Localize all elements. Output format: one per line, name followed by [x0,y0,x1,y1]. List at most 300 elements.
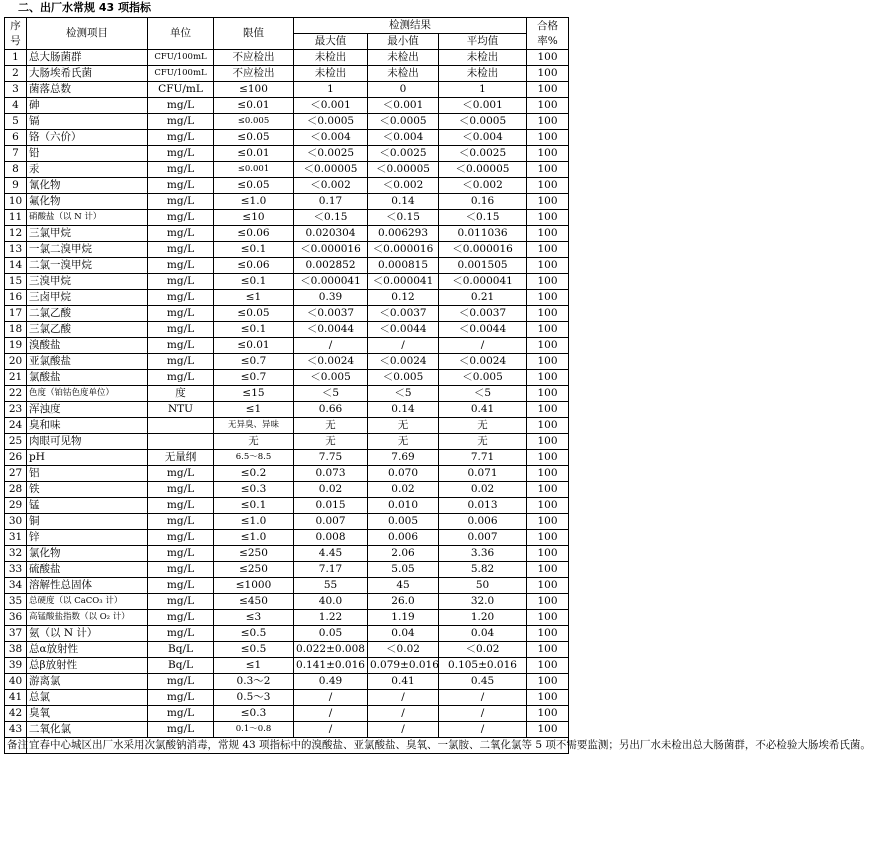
min-value: / [368,690,439,706]
item-name: 总大肠菌群 [27,50,148,66]
max-value: ＜0.001 [294,98,368,114]
item-name: 臭氧 [27,706,148,722]
table-row [5,226,569,242]
limit: 6.5～8.5 [214,450,294,466]
item-name: 总β放射性 [27,658,148,674]
pass-rate: 100 [527,482,569,498]
table-row [5,178,569,194]
min-value: 5.05 [368,562,439,578]
table-row [5,322,569,338]
min-value: 2.06 [368,546,439,562]
avg-value: 0.04 [439,626,527,642]
limit: ≤1.0 [214,514,294,530]
unit: mg/L [148,530,214,546]
min-value: 7.69 [368,450,439,466]
max-value: ＜0.0024 [294,354,368,370]
min-value: ＜0.000016 [368,242,439,258]
avg-value: 未检出 [439,66,527,82]
pass-rate: 100 [527,386,569,402]
unit [148,418,214,434]
pass-rate: 100 [527,210,569,226]
item-name: 锌 [27,530,148,546]
table-row [5,290,569,306]
table-row [5,114,569,130]
unit: Bq/L [148,642,214,658]
avg-value: 无 [439,418,527,434]
min-value: / [368,338,439,354]
avg-value: 无 [439,434,527,450]
note-text: 宜春中心城区出厂水采用次氯酸钠消毒，常规 43 项指标中的溴酸盐、亚氯酸盐、臭氧、一氯胺、二氧化氯等 5 项不需要监测；另出厂水未检出总大肠菌群，不必检验大肠埃希氏菌。 [27,738,569,754]
table-row [5,162,569,178]
item-name: 溴酸盐 [27,338,148,354]
avg-value: / [439,338,527,354]
unit: mg/L [148,594,214,610]
limit: 0.1～0.8 [214,722,294,738]
item-name: 肉眼可见物 [27,434,148,450]
min-value: 1.19 [368,610,439,626]
item-name: 铝 [27,466,148,482]
pass-rate: 100 [527,578,569,594]
limit: ≤0.5 [214,626,294,642]
pass-rate: 100 [527,562,569,578]
item-name: 总硬度（以 CaCO₃ 计） [27,594,148,610]
unit [148,434,214,450]
max-value: 0.05 [294,626,368,642]
row-number: 14 [5,258,27,274]
min-value: 0.12 [368,290,439,306]
item-name: 溶解性总固体 [27,578,148,594]
table-row [5,578,569,594]
pass-rate: 100 [527,450,569,466]
unit: mg/L [148,610,214,626]
header-unit: 单位 [148,18,214,50]
header-result: 检测结果 [294,18,527,34]
row-number: 36 [5,610,27,626]
unit: mg/L [148,338,214,354]
max-value: 0.002852 [294,258,368,274]
min-value: 0.02 [368,482,439,498]
max-value: ＜0.000041 [294,274,368,290]
avg-value: 0.21 [439,290,527,306]
table-row [5,50,569,66]
avg-value: 0.16 [439,194,527,210]
row-number: 20 [5,354,27,370]
item-name: 硫酸盐 [27,562,148,578]
table-row [5,210,569,226]
limit: ≤1.0 [214,194,294,210]
max-value: 0.141±0.016 [294,658,368,674]
row-number: 5 [5,114,27,130]
unit: mg/L [148,706,214,722]
max-value: 未检出 [294,50,368,66]
unit: mg/L [148,226,214,242]
item-name: 硝酸盐（以 N 计） [27,210,148,226]
unit: mg/L [148,98,214,114]
limit: ≤0.1 [214,274,294,290]
unit: mg/L [148,498,214,514]
pass-rate: 100 [527,642,569,658]
limit: ≤0.06 [214,258,294,274]
unit: mg/L [148,370,214,386]
table-row [5,370,569,386]
avg-value: 3.36 [439,546,527,562]
row-number: 33 [5,562,27,578]
item-name: 氯酸盐 [27,370,148,386]
unit: CFU/100mL [148,50,214,66]
min-value: ＜0.00005 [368,162,439,178]
unit: mg/L [148,242,214,258]
max-value: / [294,722,368,738]
max-value: ＜0.0044 [294,322,368,338]
min-value: ＜0.15 [368,210,439,226]
row-number: 24 [5,418,27,434]
unit: CFU/100mL [148,66,214,82]
pass-rate: 100 [527,178,569,194]
item-name: 铜 [27,514,148,530]
limit: ≤0.05 [214,130,294,146]
row-number: 38 [5,642,27,658]
item-name: 铬（六价） [27,130,148,146]
table-row [5,658,569,674]
min-value: 0.005 [368,514,439,530]
table-row [5,274,569,290]
max-value: 未检出 [294,66,368,82]
row-number: 18 [5,322,27,338]
unit: mg/L [148,274,214,290]
unit: CFU/mL [148,82,214,98]
min-value: 0.14 [368,194,439,210]
min-value: 0.000815 [368,258,439,274]
max-value: ＜0.000016 [294,242,368,258]
pass-rate: 100 [527,674,569,690]
row-number: 17 [5,306,27,322]
pass-rate: 100 [527,690,569,706]
avg-value: ＜0.001 [439,98,527,114]
max-value: 0.073 [294,466,368,482]
item-name: 砷 [27,98,148,114]
item-name: 锰 [27,498,148,514]
pass-rate: 100 [527,514,569,530]
pass-rate: 100 [527,82,569,98]
max-value: 0.007 [294,514,368,530]
pass-rate: 100 [527,162,569,178]
limit: ≤0.7 [214,370,294,386]
table-row [5,690,569,706]
row-number: 35 [5,594,27,610]
item-name: 一氯二溴甲烷 [27,242,148,258]
table-row [5,642,569,658]
table-row [5,402,569,418]
unit: 无量纲 [148,450,214,466]
limit: 不应检出 [214,50,294,66]
limit: ≤0.05 [214,306,294,322]
avg-value: 1.20 [439,610,527,626]
pass-rate: 100 [527,354,569,370]
pass-rate: 100 [527,98,569,114]
pass-rate: 100 [527,130,569,146]
item-name: 汞 [27,162,148,178]
avg-value: 7.71 [439,450,527,466]
item-name: 菌落总数 [27,82,148,98]
table-row [5,594,569,610]
min-value: / [368,722,439,738]
row-number: 28 [5,482,27,498]
min-value: 无 [368,434,439,450]
max-value: 7.17 [294,562,368,578]
header-max: 最大值 [294,34,368,50]
pass-rate: 100 [527,706,569,722]
max-value: / [294,690,368,706]
table-row [5,546,569,562]
item-name: 大肠埃希氏菌 [27,66,148,82]
row-number: 30 [5,514,27,530]
item-name: 氨（以 N 计） [27,626,148,642]
item-name: 二氯乙酸 [27,306,148,322]
row-number: 15 [5,274,27,290]
table-row [5,338,569,354]
avg-value: ＜0.002 [439,178,527,194]
limit: 0.5～3 [214,690,294,706]
avg-value: ＜0.0037 [439,306,527,322]
limit: 无异臭、异味 [214,418,294,434]
min-value: 0.41 [368,674,439,690]
max-value: 0.022±0.008 [294,642,368,658]
min-value: 无 [368,418,439,434]
item-name: 三氯乙酸 [27,322,148,338]
min-value: ＜0.000041 [368,274,439,290]
max-value: 0.66 [294,402,368,418]
item-name: 游离氯 [27,674,148,690]
avg-value: ＜0.0025 [439,146,527,162]
limit: ≤0.5 [214,642,294,658]
avg-value: 1 [439,82,527,98]
limit: ≤0.2 [214,466,294,482]
max-value: 4.45 [294,546,368,562]
min-value: 未检出 [368,50,439,66]
avg-value: ＜0.0005 [439,114,527,130]
unit: mg/L [148,146,214,162]
avg-value: ＜0.0044 [439,322,527,338]
pass-rate: 100 [527,594,569,610]
table-row [5,562,569,578]
min-value: 0.14 [368,402,439,418]
limit: ≤100 [214,82,294,98]
pass-rate: 100 [527,226,569,242]
row-number: 23 [5,402,27,418]
unit: mg/L [148,578,214,594]
pass-rate: 100 [527,290,569,306]
pass-rate: 100 [527,370,569,386]
avg-value: 0.001505 [439,258,527,274]
limit: ≤450 [214,594,294,610]
avg-value: / [439,722,527,738]
limit: ≤0.01 [214,98,294,114]
limit: ≤250 [214,546,294,562]
pass-rate: 100 [527,434,569,450]
max-value: 1.22 [294,610,368,626]
table-row [5,66,569,82]
unit: mg/L [148,306,214,322]
limit: ≤1000 [214,578,294,594]
limit: ≤0.01 [214,338,294,354]
row-number: 3 [5,82,27,98]
item-name: pH [27,450,148,466]
min-value: 0.079±0.016 [368,658,439,674]
limit: ≤0.01 [214,146,294,162]
avg-value: 0.071 [439,466,527,482]
row-number: 13 [5,242,27,258]
limit: ≤250 [214,562,294,578]
table-row [5,98,569,114]
table-row [5,514,569,530]
table-row [5,706,569,722]
item-name: 总氯 [27,690,148,706]
row-number: 22 [5,386,27,402]
pass-rate: 100 [527,658,569,674]
row-number: 6 [5,130,27,146]
min-value: 0.010 [368,498,439,514]
pass-rate: 100 [527,274,569,290]
min-value: ＜0.02 [368,642,439,658]
row-number: 31 [5,530,27,546]
table-row [5,354,569,370]
row-number: 11 [5,210,27,226]
unit: mg/L [148,210,214,226]
avg-value: 0.02 [439,482,527,498]
min-value: 0 [368,82,439,98]
item-name: 氰化物 [27,178,148,194]
limit: ≤0.1 [214,498,294,514]
row-number: 7 [5,146,27,162]
limit: 0.3～2 [214,674,294,690]
min-value: / [368,706,439,722]
max-value: ＜0.002 [294,178,368,194]
unit: mg/L [148,690,214,706]
avg-value: 0.006 [439,514,527,530]
pass-rate: 100 [527,722,569,738]
item-name: 铁 [27,482,148,498]
table-row [5,482,569,498]
avg-value: ＜0.000016 [439,242,527,258]
min-value: ＜0.0025 [368,146,439,162]
min-value: ＜0.0005 [368,114,439,130]
table-row [5,242,569,258]
row-number: 25 [5,434,27,450]
table-row [5,498,569,514]
pass-rate: 100 [527,322,569,338]
avg-value: / [439,706,527,722]
pass-rate: 100 [527,402,569,418]
item-name: 色度（铂钴色度单位） [27,386,148,402]
max-value: ＜0.0025 [294,146,368,162]
min-value: 45 [368,578,439,594]
avg-value: 0.41 [439,402,527,418]
header-seq: 序号 [5,18,27,50]
table-row [5,306,569,322]
max-value: ＜5 [294,386,368,402]
unit: mg/L [148,482,214,498]
unit: 度 [148,386,214,402]
row-number: 1 [5,50,27,66]
min-value: ＜0.0037 [368,306,439,322]
row-number: 39 [5,658,27,674]
max-value: 无 [294,434,368,450]
table-body [5,50,569,738]
row-number: 19 [5,338,27,354]
limit: ≤0.05 [214,178,294,194]
unit: mg/L [148,354,214,370]
avg-value: 5.82 [439,562,527,578]
row-number: 9 [5,178,27,194]
max-value: / [294,338,368,354]
row-number: 4 [5,98,27,114]
avg-value: ＜0.004 [439,130,527,146]
unit: mg/L [148,562,214,578]
limit: 不应检出 [214,66,294,82]
limit: ≤0.3 [214,482,294,498]
row-number: 12 [5,226,27,242]
row-number: 40 [5,674,27,690]
unit: mg/L [148,322,214,338]
limit: ≤15 [214,386,294,402]
unit: mg/L [148,130,214,146]
avg-value: 0.105±0.016 [439,658,527,674]
table-row [5,386,569,402]
item-name: 亚氯酸盐 [27,354,148,370]
min-value: 未检出 [368,66,439,82]
pass-rate: 100 [527,498,569,514]
unit: NTU [148,402,214,418]
item-name: 二氧化氯 [27,722,148,738]
unit: mg/L [148,626,214,642]
limit: ≤0.3 [214,706,294,722]
row-number: 41 [5,690,27,706]
avg-value: 0.45 [439,674,527,690]
pass-rate: 100 [527,530,569,546]
row-number: 27 [5,466,27,482]
max-value: ＜0.004 [294,130,368,146]
min-value: ＜5 [368,386,439,402]
min-value: 0.070 [368,466,439,482]
limit: ≤0.06 [214,226,294,242]
limit: ≤3 [214,610,294,626]
min-value: 0.006 [368,530,439,546]
avg-value: / [439,690,527,706]
item-name: 镉 [27,114,148,130]
min-value: ＜0.001 [368,98,439,114]
avg-value: ＜0.02 [439,642,527,658]
avg-value: 32.0 [439,594,527,610]
unit: mg/L [148,674,214,690]
table-row [5,194,569,210]
avg-value: ＜0.005 [439,370,527,386]
item-name: 三溴甲烷 [27,274,148,290]
min-value: ＜0.002 [368,178,439,194]
header-item: 检测项目 [27,18,148,50]
max-value: 0.02 [294,482,368,498]
limit: ≤1.0 [214,530,294,546]
table-row [5,610,569,626]
item-name: 二氯一溴甲烷 [27,258,148,274]
limit: ≤1 [214,290,294,306]
min-value: ＜0.004 [368,130,439,146]
unit: mg/L [148,258,214,274]
table-row [5,626,569,642]
avg-value: 0.013 [439,498,527,514]
avg-value: ＜5 [439,386,527,402]
row-number: 29 [5,498,27,514]
row-number: 32 [5,546,27,562]
